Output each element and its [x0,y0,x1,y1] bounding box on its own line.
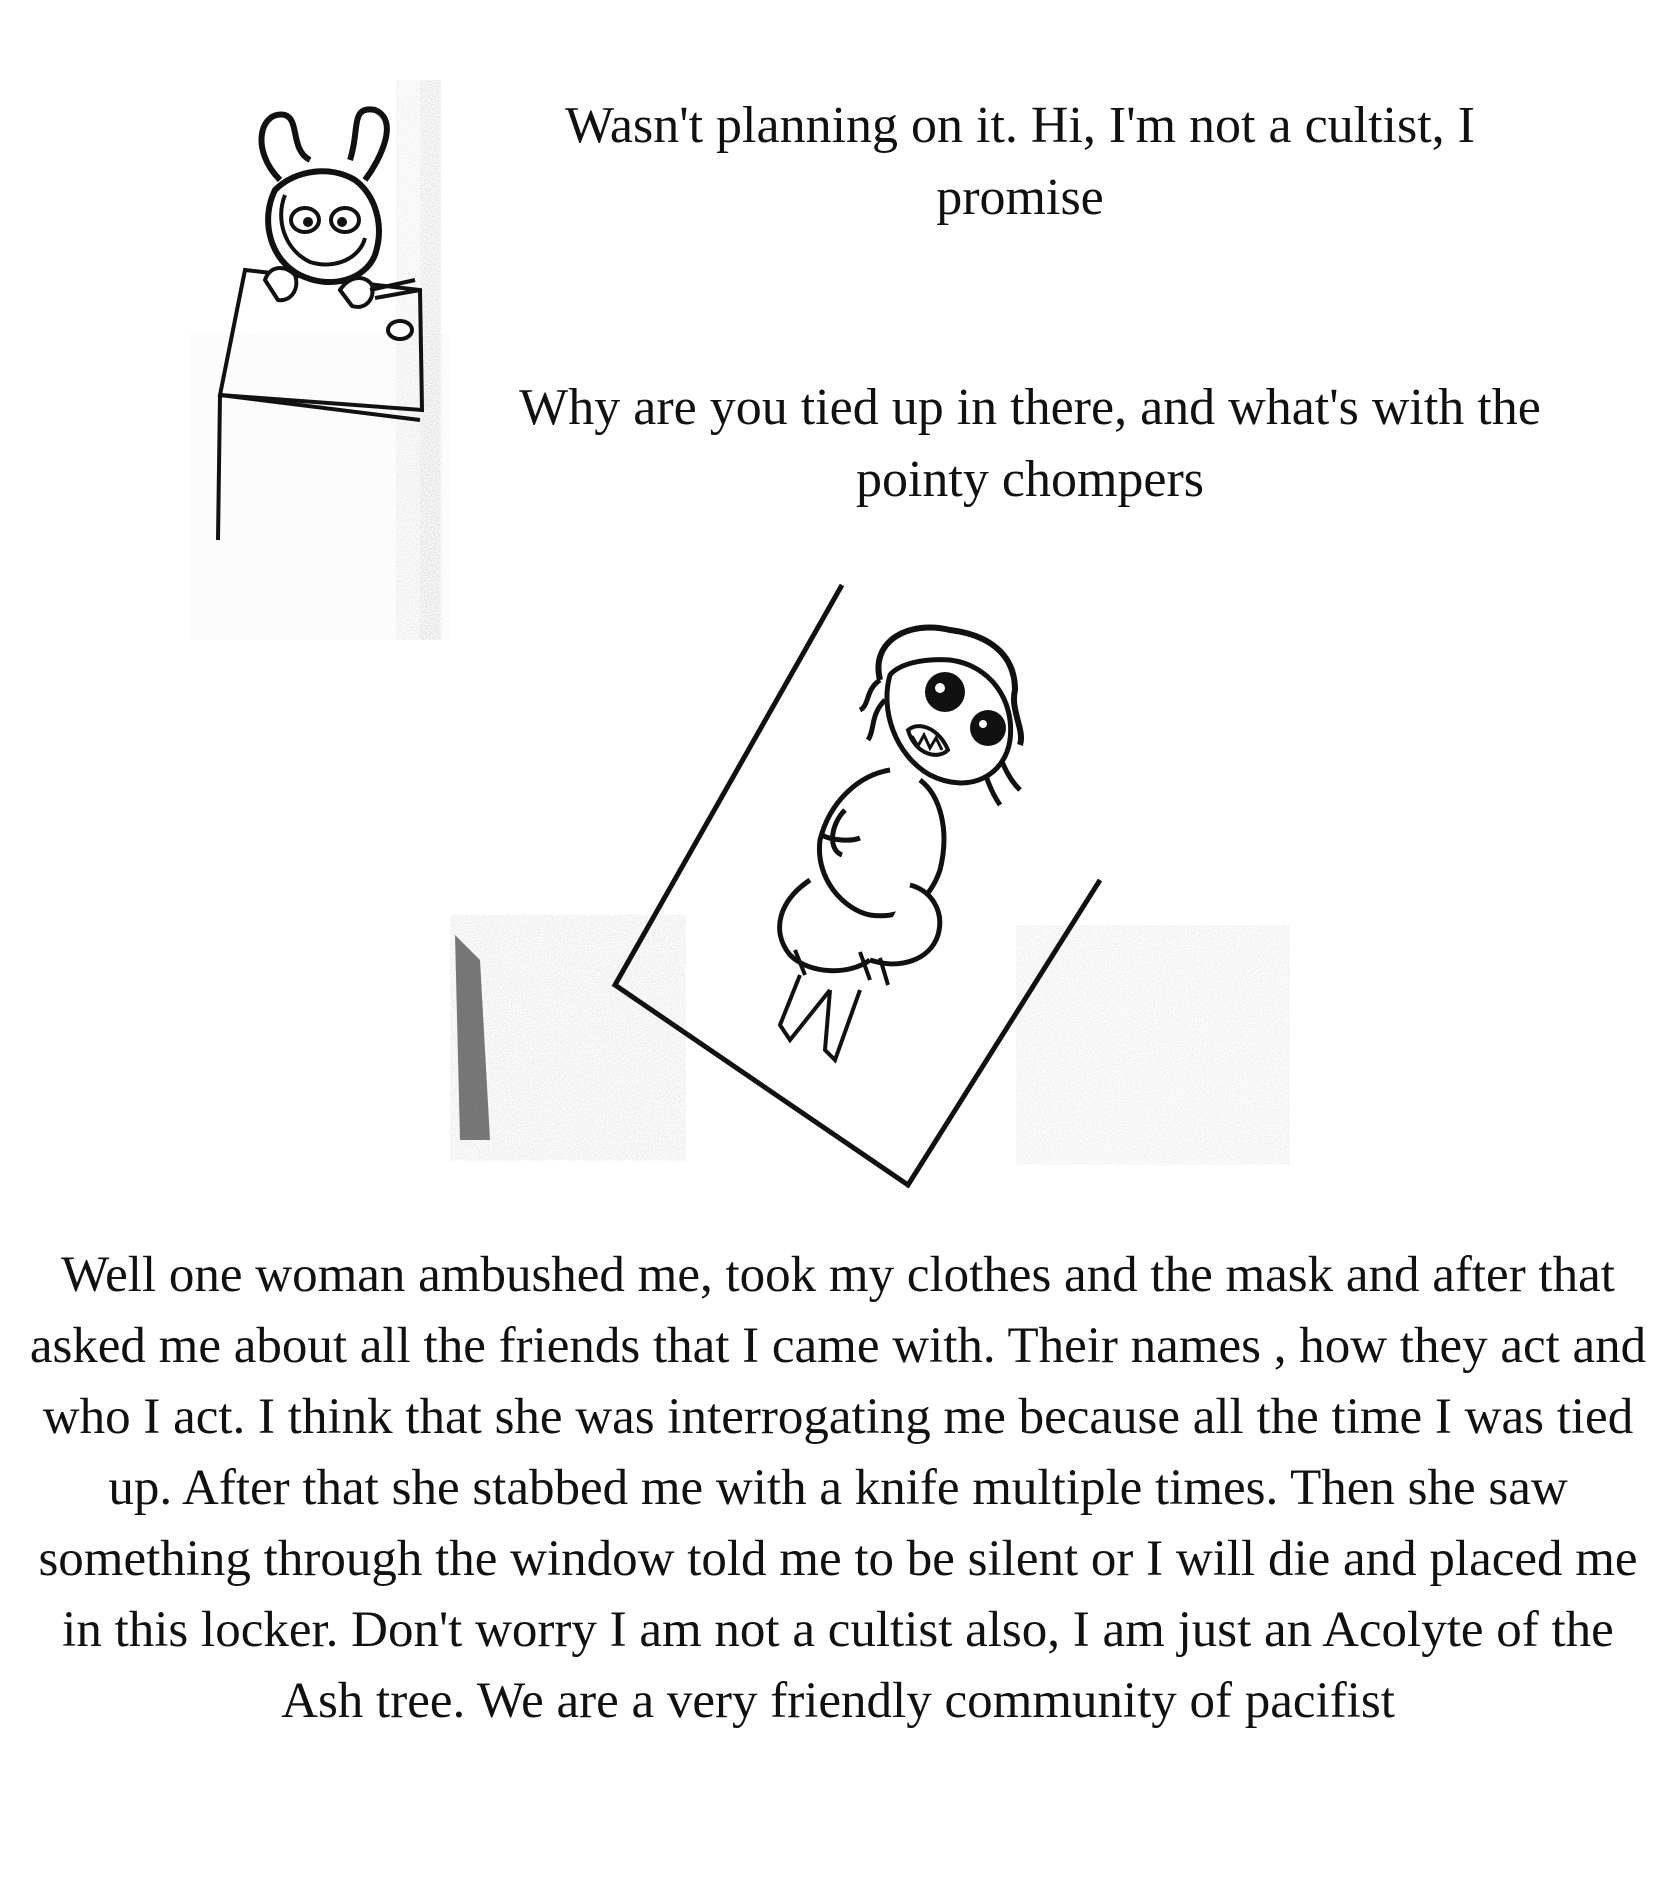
dialog-line-1: Wasn't planning on it. Hi, I'm not a cultist, I promise [565,97,1475,226]
dialog-line-3: Well one woman ambushed me, took my clothes and the mask and after that asked me about all the friends that I came with. Their names , how they act and who I act. I think that she was interrogating me because all the time I was tied up. After that she stabbed me with a knife multiple times. Then she saw something through the window told me to be silent or I will die and placed me in this locker. Don't worry I am not a cultist also, I am just an Acolyte of the Ash tree. We are a very friendly community of pacifist [29,1247,1647,1729]
dialog-line-2: Why are you tied up in there, and what's with the pointy chompers [519,379,1541,508]
masked-character-drawing [190,80,450,640]
tied-up-character-drawing [450,580,1290,1210]
